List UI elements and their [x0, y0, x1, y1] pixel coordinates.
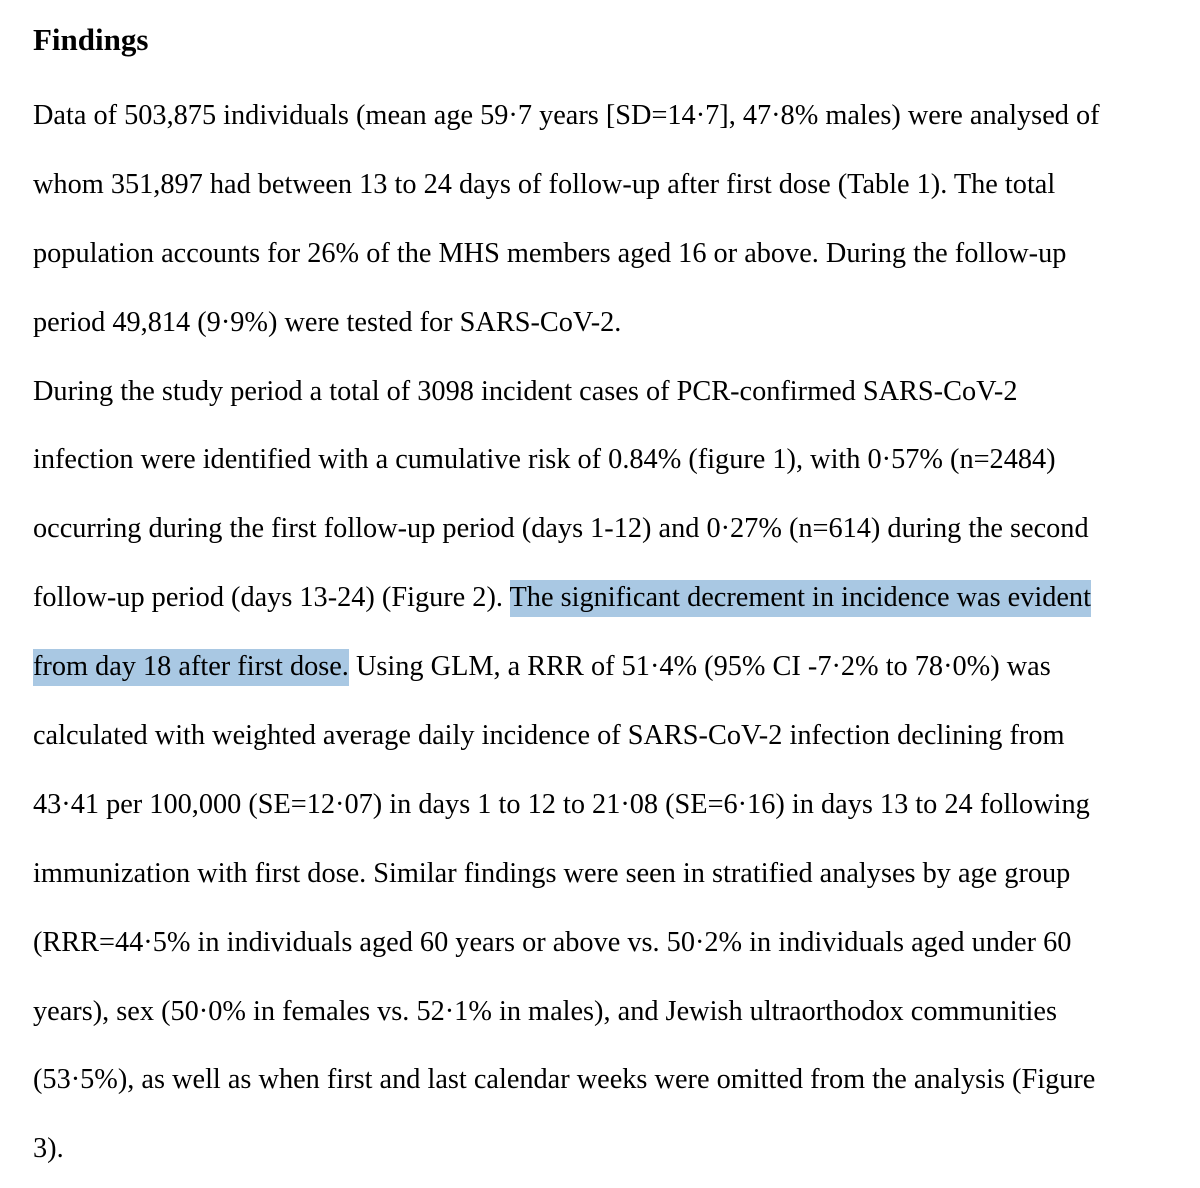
text-line-2: whom 351,897 had between 13 to 24 days of follow-up after first dose (Table 1). The total — [33, 168, 1056, 200]
text-line-15: (53·5%), as well as when first and last calendar weeks were omitted from the analysis (Figure — [33, 1064, 1096, 1096]
text-line-4: period 49,814 (9·9%) were tested for SARS-CoV-2. — [33, 306, 622, 338]
text-line-9 — [33, 633, 1193, 702]
text-line-3: population accounts for 26% of the MHS members aged 16 or above. During the follow-up — [33, 237, 1067, 269]
highlighted-text[interactable]: from day 18 after first dose. — [33, 649, 349, 686]
text-segment-plain: follow-up period (days 13-24) (Figure 2). — [33, 582, 510, 614]
highlighted-text[interactable]: The significant decrement in incidence was evident — [510, 580, 1091, 617]
text-segment-plain: Using GLM, a RRR of 51·4% (95% CI -7·2% to 78·0%) was — [348, 651, 1051, 683]
section-heading: Findings — [33, 22, 149, 57]
text-line-1: Data of 503,875 individuals (mean age 59·7 years [SD=14·7], 47·8% males) were analysed of — [33, 100, 1100, 131]
text-line-10: calculated with weighted average daily incidence of SARS-CoV-2 infection declining from — [33, 720, 1065, 752]
text-line-6: infection were identified with a cumulative risk of 0.84% (figure 1), with 0·57% (n=2484) — [33, 444, 1056, 476]
text-line-5: During the study period a total of 3098 incident cases of PCR-confirmed SARS-CoV-2 — [33, 375, 1018, 407]
text-line-7: occurring during the first follow-up period (days 1-12) and 0·27% (n=614) during the second — [33, 513, 1089, 545]
text-line-16: 3). — [33, 1133, 64, 1165]
findings-paragraph — [33, 82, 1193, 1184]
text-line-8 — [33, 564, 1193, 633]
text-line-13: (RRR=44·5% in individuals aged 60 years or above vs. 50·2% in individuals aged under 60 — [33, 926, 1072, 958]
text-line-12: immunization with first dose. Similar findings were seen in stratified analyses by age group — [33, 857, 1071, 889]
text-line-14: years), sex (50·0% in females vs. 52·1% in males), and Jewish ultraorthodox communities — [33, 995, 1057, 1027]
text-line-11: 43·41 per 100,000 (SE=12·07) in days 1 to 12 to 21·08 (SE=6·16) in days 13 to 24 following — [33, 788, 1090, 820]
